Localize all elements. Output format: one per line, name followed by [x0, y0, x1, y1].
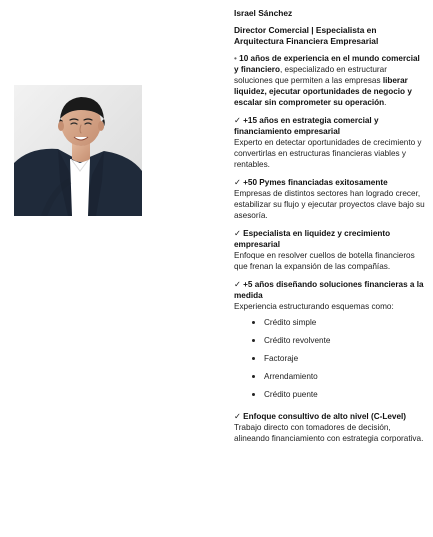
section-liquidity [234, 228, 426, 272]
section-heading: ✓ Enfoque consultivo de alto nivel (C-Level) [234, 412, 406, 421]
financing-schemes-list [234, 314, 426, 404]
profile-title: Director Comercial | Especialista en Arquitectura Financiera Empresarial [234, 25, 379, 46]
section-heading: ✓ +5 años diseñando soluciones financieras a la medida [234, 280, 424, 300]
section-c-level [234, 411, 426, 444]
section-text: Empresas de distintos sectores han logrado crecer, estabilizar su flujo y ejecutar proyectos clave bajo su asesoría. [234, 189, 425, 220]
profile-name: Israel Sánchez [234, 8, 293, 18]
summary-strong-1: 10 años de experiencia en el mundo comercial y financiero [234, 54, 420, 74]
scheme-item: Factoraje [234, 350, 426, 368]
section-text: Experiencia estructurando esquemas como: [234, 302, 394, 311]
summary-text-2: , especializado en estructurar soluciones que permiten a las empresas [234, 65, 387, 85]
section-text: Enfoque en resolver cuellos de botella financieros que frenan la expansión de las compañías. [234, 251, 415, 271]
scheme-item: Arrendamiento [234, 368, 426, 386]
portrait-image [14, 85, 142, 216]
profile-content [234, 8, 426, 444]
section-pymes [234, 177, 426, 221]
summary-strong-2: liberar liquidez, ejecutar oportunidades de negocio y escalar sin comprometer su operación [234, 76, 412, 107]
summary-end: . [384, 98, 387, 107]
section-experience [234, 115, 426, 170]
summary-bullet: • [234, 54, 237, 63]
summary-paragraph [234, 53, 426, 108]
profile-photo [14, 85, 142, 216]
section-custom-solutions [234, 279, 426, 404]
section-heading: ✓ Especialista en liquidez y crecimiento empresarial [234, 229, 391, 249]
section-text: Experto en detectar oportunidades de crecimiento y convertirlas en estructuras financieras viables y rentables. [234, 138, 422, 169]
scheme-item: Crédito puente [234, 386, 426, 404]
section-text: Trabajo directo con tomadores de decisión, alineando financiamiento con estrategia corporativa. [234, 423, 424, 443]
scheme-item: Crédito revolvente [234, 332, 426, 350]
section-heading: ✓ +15 años en estrategia comercial y financiamiento empresarial [234, 116, 379, 136]
section-heading: ✓ +50 Pymes financiadas exitosamente [234, 178, 388, 187]
scheme-item: Crédito simple [234, 314, 426, 332]
